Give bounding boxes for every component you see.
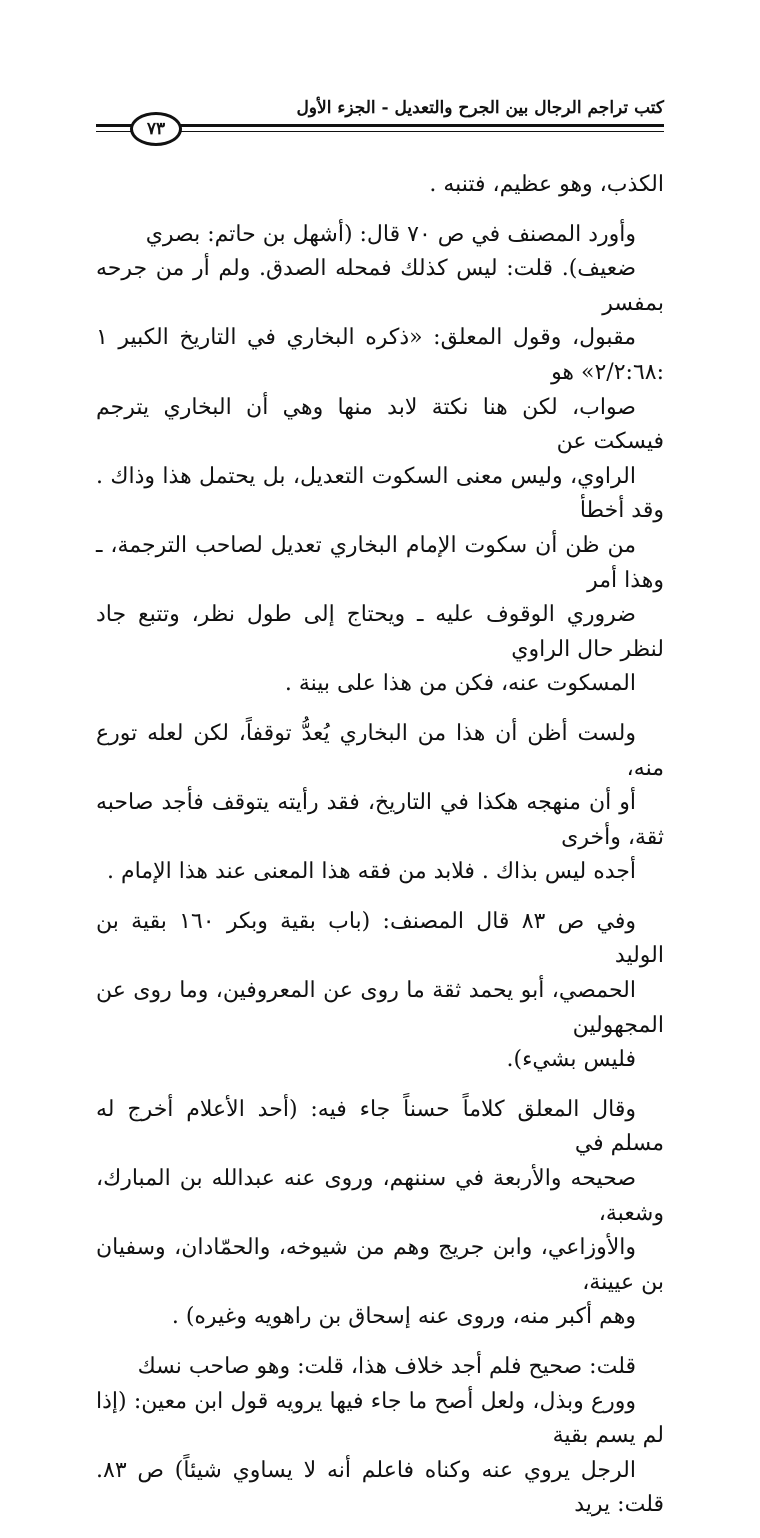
text-line: ولست أظن أن هذا من البخاري يُعدُّ توقفاً، لكن لعله تورع منه، xyxy=(96,720,664,781)
text-line: أو أن منهجه هكذا في التاريخ، فقد رأيته يتوقف فأجد صاحبه ثقة، وأخرى xyxy=(96,790,664,850)
paragraph xyxy=(96,905,664,1078)
page-number-badge xyxy=(130,112,182,146)
text-line: فليس بشيء). xyxy=(506,1047,636,1073)
text-line: الحمصي، أبو يحمد ثقة ما روى عن المعروفين، وما روى عن المجهولين xyxy=(96,978,664,1038)
text-line: المسكوت عنه، فكن من هذا على بينة . xyxy=(284,671,636,697)
text-line: أجده ليس بذاك . فلابد من فقه هذا المعنى عند هذا الإمام . xyxy=(106,859,636,885)
paragraph xyxy=(96,717,664,890)
paragraph xyxy=(96,1093,664,1335)
text-line: من ظن أن سكوت الإمام البخاري تعديل لصاحب الترجمة، ـ وهذا أمر xyxy=(96,532,664,593)
running-header: كتب تراجم الرجال بين الجرح والتعديل - الجزء الأول xyxy=(296,98,664,118)
text-line: وفي ص ٨٣ قال المصنف: (باب بقية وبكر ١٦٠ بقية بن الوليد xyxy=(96,908,664,969)
text-line: وقال المعلق كلاماً حسناً جاء فيه: (أحد الأعلام أخرج له مسلم في xyxy=(96,1096,664,1157)
paragraph xyxy=(96,168,664,203)
text-line: وأورد المصنف في ص ٧٠ قال: (أشهل بن حاتم: بصري xyxy=(145,221,636,247)
text-line: ضعيف). قلت: ليس كذلك فمحله الصدق. ولم أر من جرحه بمفسر xyxy=(96,256,664,316)
text-line: وورع وبذل، ولعل أصح ما جاء فيها يرويه قول ابن معين: (إذا لم يسم بقية xyxy=(96,1388,664,1449)
text-line: الكذب، وهو عظيم، فتنبه . xyxy=(429,172,664,197)
text-line: والأوزاعي، وابن جريج وهم من شيوخه، والحمّادان، وسفيان بن عيينة، xyxy=(96,1235,664,1295)
text-line: ضروري الوقوف عليه ـ ويحتاج إلى طول نظر، وتتبع جاد لنظر حال الراوي xyxy=(96,602,664,662)
body-text xyxy=(96,168,664,1538)
paragraph xyxy=(96,1350,664,1523)
text-line: الرجل يروي عنه وكناه فاعلم أنه لا يساوي شيئاً) ص ٨٣. قلت: يريد xyxy=(96,1457,664,1518)
text-line: صحيحه والأربعة في سننهم، وروى عنه عبدالله بن المبارك، وشعبة، xyxy=(96,1166,664,1226)
text-line: مقبول، وقول المعلق: «ذكره البخاري في التاريخ الكبير ١ :٢/٢:٦٨» هو xyxy=(96,325,664,385)
text-line: صواب، لكن هنا نكتة لابد منها وهي أن البخاري يترجم فيسكت عن xyxy=(96,394,664,455)
text-line: الراوي، وليس معنى السكوت التعديل، بل يحتمل هذا وذاك . وقد أخطأ xyxy=(96,463,664,524)
page-number: ٧٣ xyxy=(146,119,166,139)
text-line: وهم أكبر منه، وروى عنه إسحاق بن راهويه وغيره) . xyxy=(171,1304,636,1330)
text-line: قلت: صحيح فلم أجد خلاف هذا، قلت: وهو صاحب نسك xyxy=(137,1354,636,1379)
paragraph xyxy=(96,218,664,702)
